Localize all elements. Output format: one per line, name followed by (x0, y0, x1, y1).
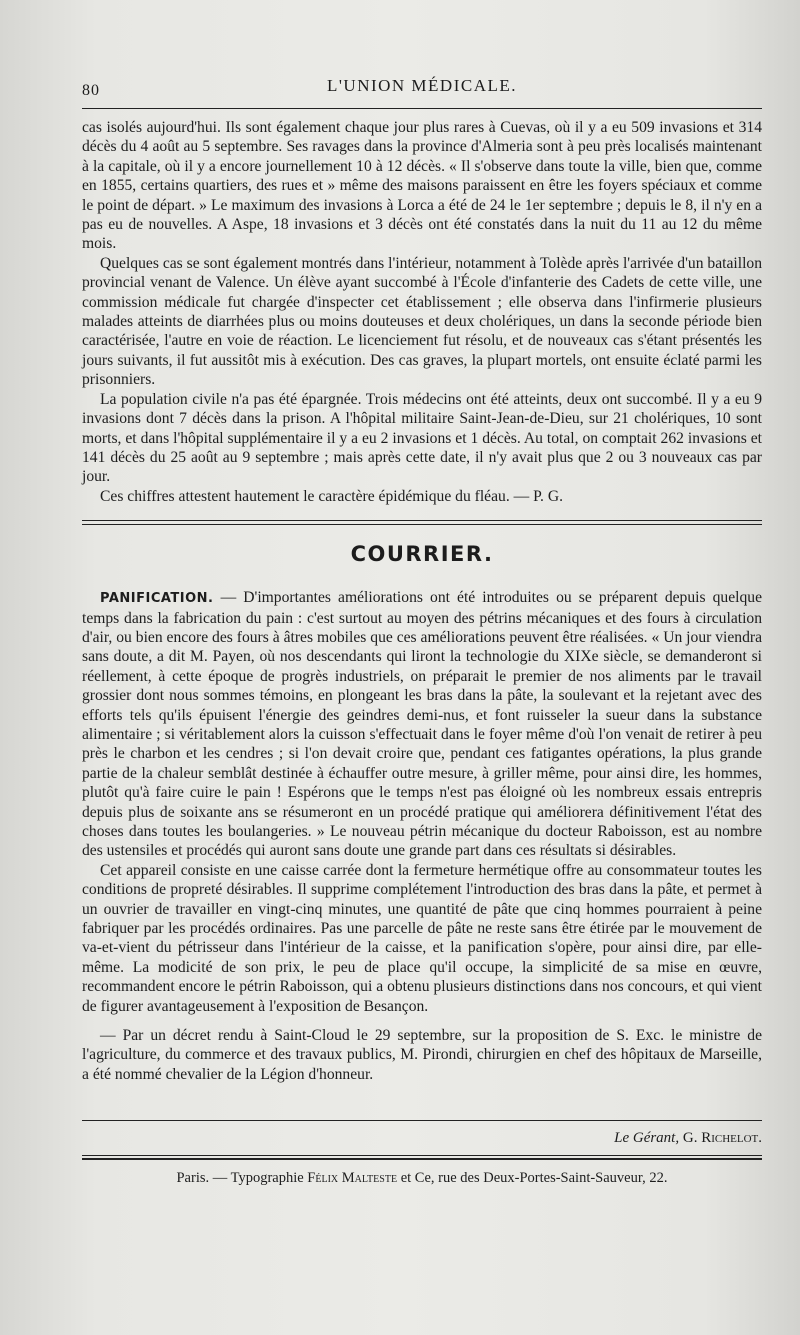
section-title: COURRIER. (350, 542, 494, 567)
paragraph: Quelques cas se sont également montrés dans l'intérieur, notamment à Tolède après l'arrivée d'un bataillon provincial venant de Valence. Un élève ayant succombé à l'École d'infanterie des Cadets de cette ville, une commission médicale fut chargée d'inspecter cet établissement ; elle observa dans l'infirmerie plusieurs malades atteints de diarrhées plus ou moins douteuses et deux cholériques, un dans la seconde période bien caractérisée, l'autre en voie de réaction. Le licenciement fut résolu, et de nouveaux cas s'étant présentés les jours suivants, il fut aussitôt mis à exécution. Des cas graves, la plupart mortels, ont ensuite éclaté parmi les prisonniers. (82, 254, 762, 389)
paragraph-text: — D'importantes améliorations ont été introduites ou se préparent depuis quelque temps dans la fabrication du pain : c'est surtout au moyen des pétrins mécaniques et des fours à circulation d'air, ou bien encore des fours à âtres mobiles que ces améliorations peuvent être réalisées. « Un jour viendra sans doute, a dit M. Payen, où nos descendants qui liront la technologie du XIXe siècle, se demanderont si réellement, à cette époque de progrès industriels, on préparait le premier de nos aliments par le travail grossier dont nous sommes témoins, en plongeant les bras dans la pâte, la soulevant et la rejetant avec des efforts tels qu'ils épuisent l'énergie des geindres demi-nus, et font ruisseler la sueur dans la substance alimentaire ; si véritablement alors la cuisson s'effectuait dans le foyer même d'où l'on venait de retirer à peu près le charbon et les cendres ; si l'on devait croire que, pendant ces fatigantes opérations, la plus grande partie de la chaleur semblât destinée à échauffer outre mesure, à griller même, pour ainsi dire, les hommes, plutôt qu'à faire cuire le pain ! Espérons que le temps n'est pas éloigné où les nombreux essais entrepris depuis plus de soixante ans se résumeront en un procédé pratique qui améliorera définitivement l'état des choses dans toutes les boulangeries. » Le nouveau pétrin mécanique du docteur Raboisson, est au nombre des ustensiles et procédés qui auront sans doute une grande part dans ces résultats si désirables. (82, 589, 762, 860)
imprint (82, 1170, 762, 1187)
header-rule (82, 108, 762, 109)
imprint-suffix: et Ce, rue des Deux-Portes-Saint-Sauveur, 22. (400, 1170, 668, 1187)
signature (82, 1130, 762, 1147)
paragraph (82, 588, 762, 861)
paragraph: La population civile n'a pas été épargnée. Trois médecins ont été atteints, deux ont succombé. Il y a eu 9 invasions dont 7 décès dans la prison. A l'hôpital militaire Saint-Jean-de-Dieu, sur 21 cholériques, 10 sont morts, et dans l'hôpital supplémentaire il y a eu 2 invasions et 1 décès. Au total, on comptait 262 invasions et 141 décès du 25 août au 9 septembre ; mais après cette date, il n'y avait plus que 2 ou 3 nouveaux cas par jour. (82, 390, 762, 486)
paragraph-lead: PANIFICATION. (100, 591, 214, 607)
journal-title: L'UNION MÉDICALE. (326, 76, 518, 95)
imprint-rule (82, 1155, 762, 1156)
paragraph: Ces chiffres attestent hautement le caractère épidémique du fléau. — P. G. (100, 487, 564, 505)
article-courrier (82, 588, 762, 1084)
signature-role: Le Gérant, (614, 1130, 680, 1147)
running-head (82, 74, 762, 104)
section-divider (82, 520, 762, 525)
paragraph: — Par un décret rendu à Saint-Cloud le 29 septembre, sur la proposition de S. Exc. le ministre de l'agriculture, du commerce et des travaux publics, M. Pirondi, chirurgien en chef des hôpitaux de Marseille, a été nommé chevalier de la Légion d'honneur. (82, 1027, 762, 1083)
paragraph: cas isolés aujourd'hui. Ils sont également chaque jour plus rares à Cuevas, où il y a eu 509 invasions et 314 décès du 4 août au 5 septembre. Ses ravages dans la province d'Almeria sont à peu près localisés maintenant à la capitale, où il y a encore journellement 10 à 12 décès. « Il s'observe dans toute la ville, bien que, comme en 1855, certains quartiers, des rues et » même des maisons paraissent en être les foyers spéciaux et comme le point de départ. » Le maximum des invasions à Lorca a été de 24 le 1er septembre ; depuis le 8, il n'y en a pas eu de nouvelles. A Aspe, 18 invasions et 3 décès ont été constatés dans la nuit du 11 au 12 du même mois. (82, 119, 762, 253)
footer-rule (82, 1120, 762, 1121)
page-number: 80 (82, 82, 100, 99)
signature-name: G. Richelot. (682, 1130, 762, 1147)
imprint-rule (82, 1158, 762, 1160)
paragraph: Cet appareil consiste en une caisse carrée dont la fermeture hermétique offre au consommateur toutes les conditions de propreté désirables. Il supprime complétement l'introduction des bras dans la pâte, et permet à un ouvrier de travailler en vingt-cinq minutes, une quantité de pâte que cinq hommes pourraient à peine fabriquer par les procédés ordinaires. Pas une parcelle de pâte ne reste sans être étirée par le mouvement de va-et-vient du pétrisseur dans l'intérieur de la caisse, et la panification s'opère, pour ainsi dire, par elle-même. La modicité de son prix, le peu de place qu'il occupe, la simplicité de sa mise en œuvre, recommandent encore le pétrin Raboisson, qui a obtenu plusieurs distinctions dans nos concours, et qui vient de figurer avantageusement à l'exposition de Besançon. (82, 861, 762, 1015)
article-cholera-report (82, 118, 762, 506)
imprint-printer: Félix Malteste (307, 1170, 398, 1187)
imprint-prefix: Paris. — Typographie (176, 1170, 304, 1187)
